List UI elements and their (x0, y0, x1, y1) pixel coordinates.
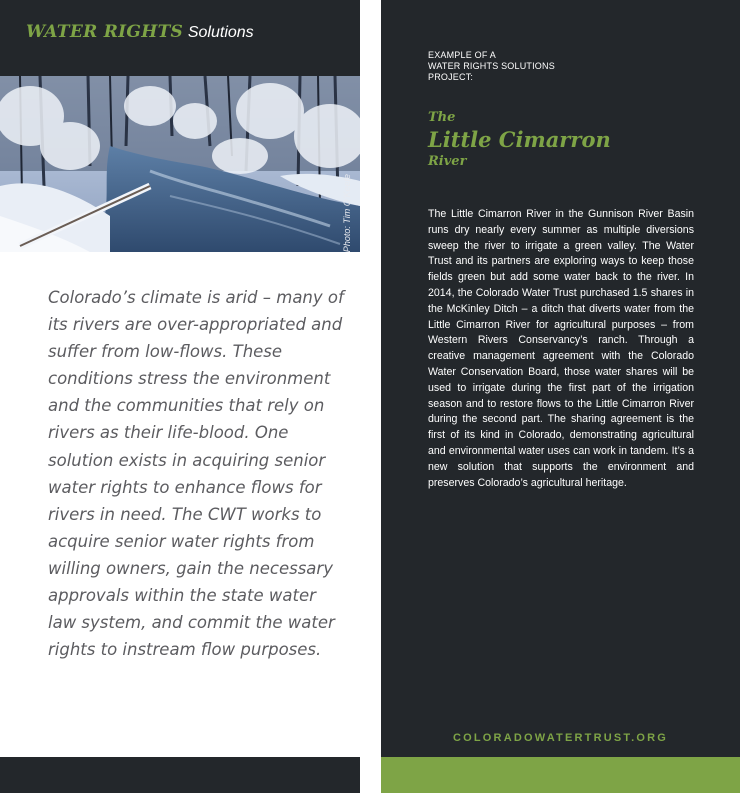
project-body-paragraph: The Little Cimarron River in the Gunnison River Basin runs dry nearly every summer as multiple diversions sweep the river to irrigate a green valley. The Water Trust and its partners are exploring ways to keep those fields green but add some water back to the river. In 2014, the Colorado Water Trust purchased 1.5 shares in the McKinley Ditch – a ditch that diverts water from the Little Cimarron River for agricultural purposes – from Western Rivers Conservancy’s ranch. Through a creative management agreement with the Colorado Water Conservation Board, those water shares will be used to irrigate during the first part of the irrigation season and to restore flows to the Little Cimarron River during the second part. The sharing agreement is the first of its kind in Colorado, demonstrating agricultural and environmental water uses can work in tandem. It’s a new solution that supports the environment and preserves Colorado’s agricultural heritage. (428, 208, 694, 489)
panel-gutter (360, 0, 381, 793)
eyebrow-line-1: EXAMPLE OF A (428, 50, 496, 60)
snowy-river-photo (0, 76, 360, 252)
heading-line-2: Little Cimarron (428, 127, 611, 152)
right-panel (381, 0, 740, 757)
intro-paragraph: Colorado’s climate is arid – many of its rivers are over-appropriated and suffer from low-flows. These conditions stress the environment and the communities that rely on rivers as their life-blood. One solution exists in acquiring senior water rights to enhance flows for rivers in need. The CWT works to acquire senior water rights from willing owners, gain the necessary approvals within the state water law system, and commit the water rights to instream flow purposes. (48, 288, 344, 660)
left-panel (0, 0, 360, 793)
section-title (26, 22, 254, 42)
photo-credit: Photo: Tim O'Keefe (342, 174, 352, 252)
left-footer-bar (0, 757, 360, 793)
project-body (428, 207, 694, 491)
eyebrow-line-3: PROJECT: (428, 72, 474, 82)
section-title-light: Solutions (187, 24, 254, 41)
website-link[interactable]: COLORADOWATERTRUST.ORG (452, 732, 669, 744)
project-heading (428, 109, 611, 170)
intro-text (48, 284, 348, 663)
section-title-strong: WATER RIGHTS (26, 22, 184, 42)
eyebrow-line-2: WATER RIGHTS SOLUTIONS (428, 61, 555, 71)
heading-line-1: The (428, 110, 456, 125)
right-footer-bar (381, 757, 740, 793)
heading-line-3: River (428, 154, 467, 169)
eyebrow-label (428, 50, 628, 83)
left-header-bar (0, 0, 360, 76)
